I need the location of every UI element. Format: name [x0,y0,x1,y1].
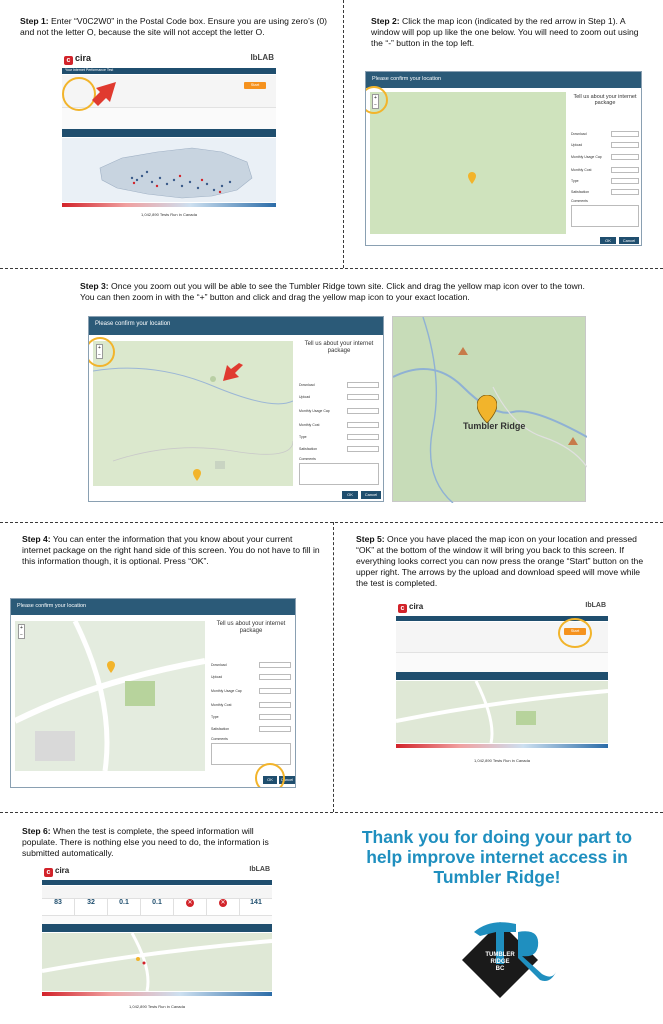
download-select[interactable] [347,382,379,388]
cap-select[interactable] [611,154,639,160]
iblab-logo: IbLAB [249,866,270,873]
field-type-label: Type [571,178,579,183]
field-download-label: Download [571,131,587,136]
upload-select[interactable] [259,674,291,680]
zoom-controls[interactable]: + − [96,344,103,359]
field-cap-label: Monthly Usage Cap [571,155,602,159]
step5-text: Once you have placed the map icon on your location and pressed “OK” at the bottom of the window it will bring you back to this screen. If everything looks correct you can now press the orange “Start” button on the upper right. The arrows by the upload and download speed will move while the test is completed. [356,534,644,588]
upload-select[interactable] [347,394,379,400]
street-map[interactable] [396,681,608,743]
step2-text: Click the map icon (indicated by the red arrow in Step 1). A window will pop up like the one below. You will need to zoom out using the “-” button in the top left. [371,16,639,48]
upload-select[interactable] [611,142,639,148]
start-button[interactable]: Start [244,82,266,89]
comments-textarea[interactable] [299,463,379,485]
location-map[interactable] [370,92,566,234]
cap-select[interactable] [259,688,291,694]
comments-textarea[interactable] [211,743,291,765]
step5-label: Step 5: [356,534,385,544]
field-cap-label: Monthly Usage Cap [211,689,242,693]
field-cost-label: Monthly Cost [571,167,592,172]
step1-instructions [20,16,332,38]
ok-button[interactable]: OK [600,237,616,244]
tumbler-ridge-logo [460,902,560,1002]
tests-count: 1,042,890 Tests Run in Canada [129,1004,185,1009]
step6-instructions [22,826,278,859]
fail-icon-1: ✕ [174,899,207,915]
comments-textarea[interactable] [571,205,639,227]
step5-instructions [356,534,652,589]
field-upload-label: Upload [211,675,223,679]
town-label: Tumbler Ridge [463,421,526,431]
field-satisfaction-label: Satisfaction [299,447,318,451]
divider-1 [0,268,663,269]
step3-dialog [88,316,384,502]
download-select[interactable] [259,662,291,668]
field-upload-label: Upload [571,142,583,147]
tumbler-ridge-map[interactable] [392,316,586,502]
map-pin-icon[interactable] [107,661,115,673]
step4-dialog [10,598,296,788]
form-heading: Tell us about your internet package [216,621,286,634]
cancel-button[interactable]: Cancel [361,491,381,499]
location-map[interactable] [15,621,205,771]
field-cap-label: Monthly Usage Cap [299,409,330,413]
step3-instructions [80,281,600,303]
canada-map-svg [62,138,276,202]
field-comments-label: Comments [571,199,588,203]
thanks-line-2: help improve internet access in [366,847,628,867]
iblab-logo: IbLAB [585,602,606,609]
step4-instructions [22,534,322,567]
satisfaction-select[interactable] [611,189,639,195]
upload-result: 0.1 [108,899,141,915]
field-satisfaction-label: Satisfaction [211,727,230,731]
type-select[interactable] [611,178,639,184]
step2-label: Step 2: [371,16,400,26]
thanks-line-1: Thank you for doing your part to [361,827,633,847]
step3-label: Step 3: [80,281,109,291]
cost-select[interactable] [611,167,639,173]
cira-logo: c cira [64,53,91,65]
step2-instructions [371,16,651,49]
form-heading: Tell us about your internet package [573,94,637,106]
dialog-title: Please confirm your location [89,317,383,335]
step6-text: When the test is complete, the speed information will populate. There is nothing else you need to do, the information is submitted automatically. [22,826,269,858]
step4-text: You can enter the information that you know about your current internet package on the right hand side of this screen. You do not have to fill in this information though, it is optional. Press “OK”. [22,534,320,566]
satisfaction-select[interactable] [347,446,379,452]
logo-line-3: BC [495,966,505,972]
cancel-button[interactable]: Cancel [280,777,294,782]
field-satisfaction-label: Satisfaction [571,189,590,194]
field-cost-label: Monthly Cost [299,423,320,427]
map-pin-icon[interactable] [477,395,497,423]
map-tabs-bar [42,924,272,932]
site-title-bar: Your Internet Performance Test [62,68,276,74]
logo-line-1: TUMBLER [485,952,515,958]
canada-test-map[interactable] [62,138,276,202]
field-download-label: Download [211,663,227,667]
map-pin-icon[interactable] [468,172,476,184]
type-select[interactable] [259,714,291,720]
red-arrow-icon [90,80,120,106]
speed-legend-bar [396,744,608,748]
field-type-label: Type [299,435,307,439]
step5-screenshot [396,600,608,772]
step6-label: Step 6: [22,826,51,836]
divider-3 [0,812,663,813]
total-result: 141 [250,899,262,906]
zoom-controls[interactable]: + − [372,94,379,109]
cira-logo: c cira [44,866,69,877]
tests-count: 1,042,890 Tests Run in Canada [141,212,197,217]
step4-label: Step 4: [22,534,51,544]
satisfaction-select[interactable] [259,726,291,732]
download-select[interactable] [611,131,639,137]
step6-screenshot [42,864,272,1016]
field-upload-label: Upload [299,395,311,399]
speed-results [42,898,272,916]
cira-logo: c cira [398,602,423,613]
step1-label: Step 1: [20,16,49,26]
speed-legend-bar [62,203,276,207]
package-form [571,94,639,234]
package-form [211,621,291,771]
thanks-line-3: Tumbler Ridge! [433,867,561,887]
jitter-result: 0.1 [141,899,174,915]
start-button[interactable]: Start [564,628,586,635]
cost-select[interactable] [259,702,291,708]
step1-screenshot [62,50,276,226]
red-arrow-icon [221,363,245,383]
divider-vertical-top [343,0,344,268]
package-form [299,341,379,486]
dialog-title: Please confirm your location [11,599,295,615]
zoom-controls[interactable]: + − [18,624,25,639]
form-heading: Tell us about your internet package [304,341,374,354]
type-select[interactable] [347,434,379,440]
ok-button[interactable]: OK [342,491,358,499]
iblab-logo: IbLAB [250,53,274,62]
street-svg [42,933,272,991]
highlight-ring-ok [255,763,285,788]
ping-result: 83 [42,899,75,915]
step1-text: Enter “V0C2W0” in the Postal Code box. Ensure you are using zero’s (0) and not the letter O, because the site will not accept the letter O. [20,16,327,37]
step3-text: Once you zoom out you will be able to see the Tumbler Ridge town site. Click and drag the yellow map icon over to the town. You can then zoom in with the “+” button and click and drag the yellow map icon to your exact location. [80,281,585,302]
cancel-button[interactable]: Cancel [619,237,639,244]
step2-dialog [365,71,642,246]
field-cost-label: Monthly Cost [211,703,232,707]
thank-you-message [355,827,639,887]
field-comments-label: Comments [299,457,316,461]
logo-line-2: RIDGE [490,959,510,965]
cost-select[interactable] [347,422,379,428]
cap-select[interactable] [347,408,379,414]
highlight-ring-start [558,618,592,648]
field-download-label: Download [299,383,315,387]
tests-count: 1,042,890 Tests Run in Canada [474,758,530,763]
street-svg [15,621,205,771]
download-result: 32 [75,899,108,915]
street-map[interactable] [42,933,272,991]
field-comments-label: Comments [211,737,228,741]
divider-vertical-middle [333,522,334,812]
divider-2 [0,522,663,523]
dialog-title: Please confirm your location [366,72,641,88]
terrain-svg [93,341,293,486]
map-tabs-bar [396,672,608,680]
fail-icon-2: ✕ [207,899,240,915]
ok-button[interactable]: OK [263,776,277,784]
speed-legend-bar [42,992,272,996]
map-pin-icon[interactable] [193,469,201,481]
location-map[interactable] [93,341,293,486]
street-svg [396,681,608,743]
map-tabs-bar [62,129,276,137]
site-title-bar [42,880,272,885]
field-type-label: Type [211,715,219,719]
